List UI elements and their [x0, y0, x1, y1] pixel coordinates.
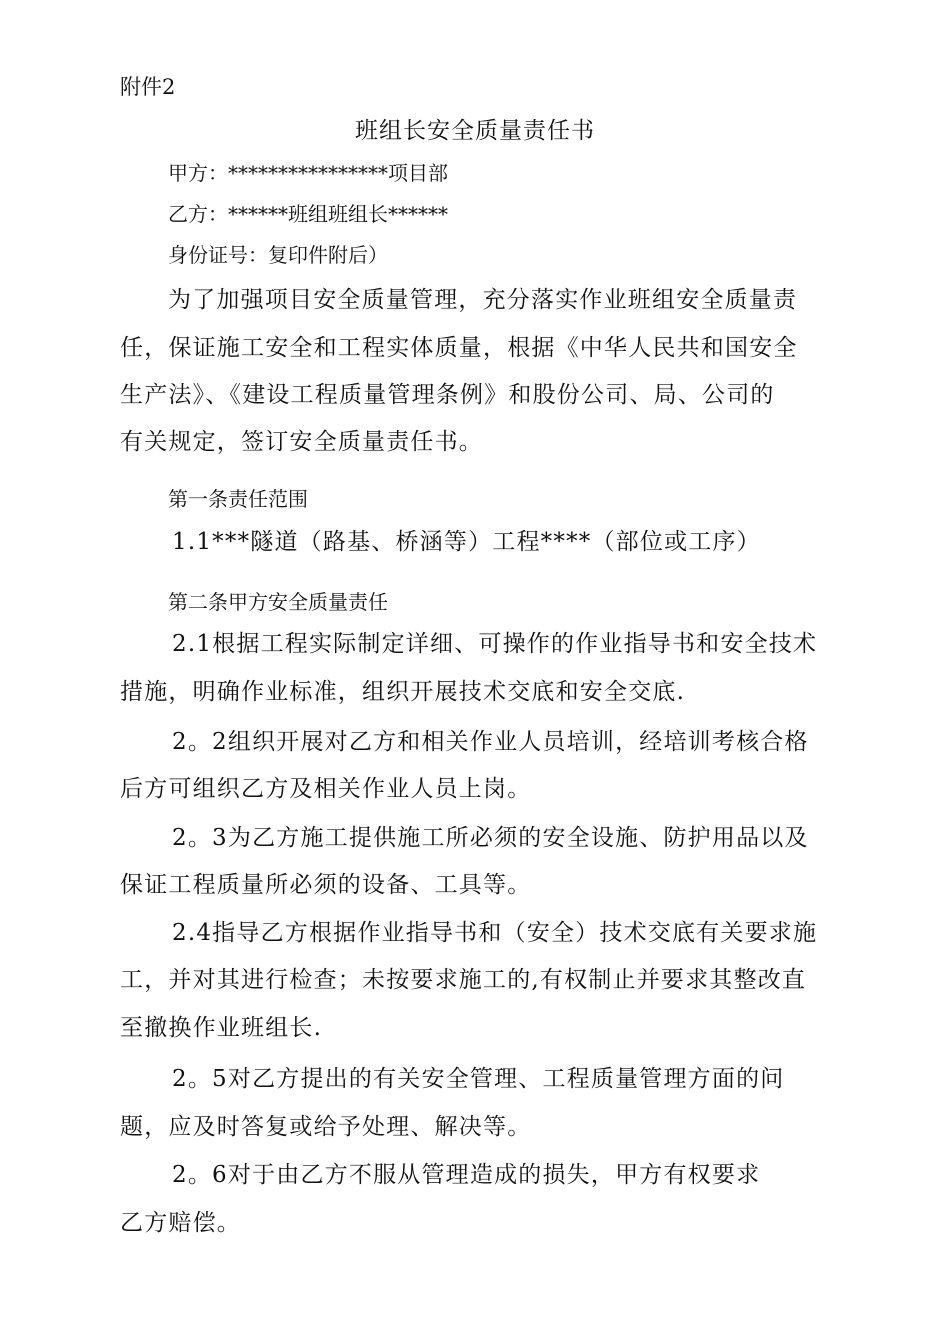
party-b-line: 乙方：******班组班组长****** [168, 202, 448, 226]
item-2-2-line-2: 后方可组织乙方及相关作业人员上岗。 [120, 776, 532, 802]
item-2-1-line-2: 措施，明确作业标准，组织开展技术交底和安全交底. [120, 679, 686, 705]
item-2-5-line-2: 题，应及时答复或给予处理、解决等。 [120, 1114, 532, 1140]
item-2-1-line-1: 2.1根据工程实际制定详细、可操作的作业指导书和安全技术 [172, 631, 818, 657]
article-1-heading: 第一条责任范围 [168, 487, 308, 511]
intro-line-1: 为了加强项目安全质量管理，充分落实作业班组安全质量责 [168, 287, 798, 313]
item-2-2-line-1: 2。2组织开展对乙方和相关作业人员培训，经培训考核合格 [172, 729, 809, 755]
article-1-item: 1.1***隧道（路基、桥涵等）工程****（部位或工序） [172, 529, 761, 555]
article-2-heading: 第二条甲方安全质量责任 [168, 590, 388, 614]
item-2-4-line-1: 2.4指导乙方根据作业指导书和（安全）技术交底有关要求施 [172, 920, 818, 946]
attachment-label: 附件2 [120, 75, 176, 99]
item-2-5-line-1: 2。5对乙方提出的有关安全管理、工程质量管理方面的问 [172, 1066, 785, 1092]
intro-line-4: 有关规定，签订安全质量责任书。 [120, 429, 483, 455]
item-2-3-line-1: 2。3为乙方施工提供施工所必须的安全设施、防护用品以及 [172, 825, 809, 851]
item-2-6-line-1: 2。6对于由乙方不服从管理造成的损失，甲方有权要求 [172, 1162, 761, 1188]
id-number-line: 身份证号：复印件附后） [168, 243, 388, 267]
item-2-3-line-2: 保证工程质量所必须的设备、工具等。 [120, 872, 532, 898]
item-2-4-line-2: 工，并对其进行检查；未按要求施工的,有权制止并要求其整改直 [120, 967, 807, 993]
item-2-6-line-2: 乙方赔偿。 [120, 1210, 241, 1236]
party-a-line: 甲方：****************项目部 [168, 161, 448, 185]
document-title: 班组长安全质量责任书 [355, 118, 595, 144]
intro-line-2: 任，保证施工安全和工程实体质量，根据《中华人民共和国安全 [120, 335, 798, 361]
intro-line-3: 生产法》、《建设工程质量管理条例》和股份公司、局、公司的 [120, 382, 775, 408]
item-2-4-line-3: 至撤换作业班组长. [120, 1015, 323, 1041]
